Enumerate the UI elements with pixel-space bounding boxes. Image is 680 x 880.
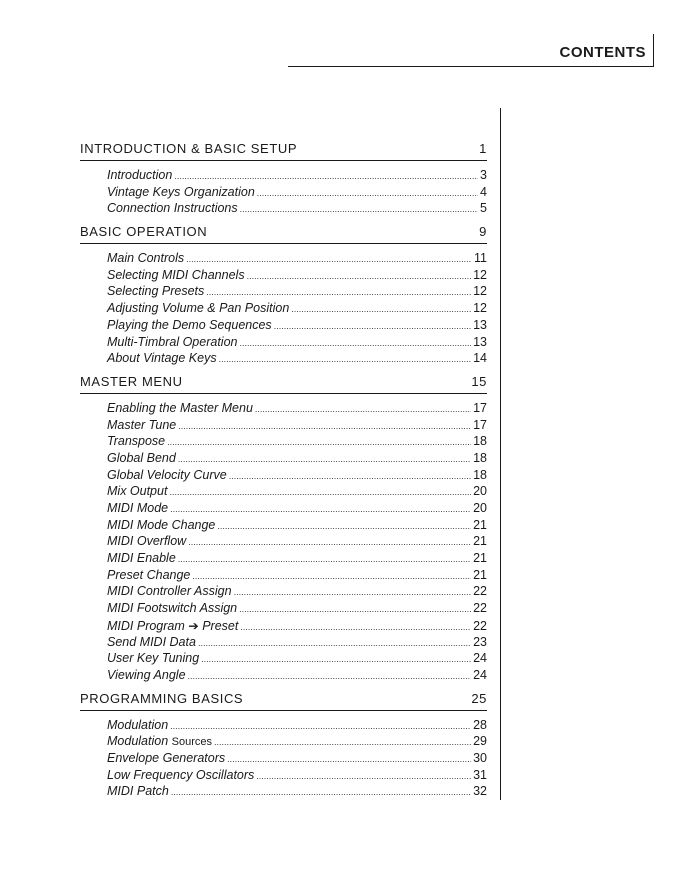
toc-entry[interactable] <box>107 768 487 785</box>
entry-title <box>107 651 199 665</box>
entry-page-number: 18 <box>473 467 487 482</box>
dot-leader <box>291 304 471 314</box>
entry-page-number: 24 <box>473 651 487 666</box>
entry-title-text: MIDI Patch <box>107 784 169 799</box>
toc-entry[interactable] <box>107 635 487 652</box>
entry-title <box>107 784 169 798</box>
header-rule-divider <box>288 66 654 67</box>
entry-title-text: Vintage Keys Organization <box>107 184 255 199</box>
toc-entry[interactable] <box>107 651 487 668</box>
page-title: CONTENTS <box>559 44 646 61</box>
entry-page-number: 3 <box>480 168 487 182</box>
section-heading[interactable] <box>80 371 487 394</box>
toc-entry[interactable] <box>107 601 487 618</box>
section-heading[interactable] <box>80 221 487 244</box>
dot-leader <box>217 521 471 531</box>
toc-entry[interactable] <box>107 751 487 768</box>
entry-title-text: Playing the Demo Sequences <box>107 317 272 332</box>
toc-entry[interactable] <box>107 434 487 451</box>
toc-entry[interactable] <box>107 568 487 585</box>
entry-title <box>107 185 255 199</box>
entry-title-text: Mix Output <box>107 484 168 499</box>
entry-page-number: 28 <box>473 717 487 732</box>
entry-page-number: 18 <box>473 450 487 465</box>
entry-title <box>107 551 176 565</box>
dot-leader <box>257 188 478 198</box>
toc-entry[interactable] <box>107 468 487 485</box>
toc-entry[interactable] <box>107 185 487 202</box>
section-page-number: 9 <box>479 224 487 240</box>
section-title: BASIC OPERATION <box>80 224 208 240</box>
entry-title-text: User Key Tuning <box>107 651 200 666</box>
entry-title <box>107 768 254 782</box>
entry-page-number: 18 <box>473 434 487 449</box>
dot-leader <box>239 604 471 614</box>
entry-title-text: Modulation <box>107 717 169 732</box>
entry-title-text: Multi-Timbral Operation <box>107 334 238 349</box>
entry-page-number: 30 <box>473 750 487 765</box>
entry-page-number: 23 <box>473 634 487 649</box>
entry-title <box>107 434 165 448</box>
entry-title-text: MIDI Mode Change <box>107 517 216 532</box>
dot-leader <box>171 787 471 797</box>
entry-title-text: Envelope Generators <box>107 750 226 765</box>
entry-title-text: MIDI Overflow <box>107 534 187 549</box>
entry-page-number: 20 <box>473 484 487 499</box>
entry-page-number: 31 <box>473 767 487 782</box>
entry-page-number: 13 <box>473 317 487 332</box>
entry-page-number: 14 <box>473 351 487 366</box>
toc-entry[interactable] <box>107 784 487 801</box>
dot-leader <box>247 271 472 281</box>
section-title: INTRODUCTION & BASIC SETUP <box>80 141 298 156</box>
entry-title-text: Low Frequency Oscillators <box>107 767 255 782</box>
entry-title-text: MIDI Program ➔ Preset <box>107 618 239 633</box>
dot-leader <box>178 554 471 564</box>
entry-page-number: 22 <box>473 601 487 616</box>
dot-leader <box>170 504 471 514</box>
entry-page-number: 12 <box>473 301 487 316</box>
entry-page-number: 22 <box>473 584 487 599</box>
entry-title <box>107 468 227 482</box>
toc-section <box>80 221 487 368</box>
toc-section <box>80 688 487 801</box>
entry-page-number: 21 <box>473 517 487 532</box>
toc-entry[interactable] <box>107 668 487 685</box>
toc-entry[interactable] <box>107 351 487 368</box>
entry-title-text: About Vintage Keys <box>107 351 217 366</box>
entry-title-suffix: Sources <box>171 736 212 749</box>
entry-title-text: Master Tune <box>107 417 177 432</box>
dot-leader <box>219 354 472 364</box>
entry-title-text: Main Controls <box>107 251 185 266</box>
dot-leader <box>240 622 471 632</box>
entry-title-text: Viewing Angle <box>107 667 186 682</box>
section-heading[interactable] <box>80 688 487 711</box>
entry-title-text: Introduction <box>107 168 173 182</box>
entry-title <box>107 284 204 298</box>
toc-section <box>80 371 487 685</box>
entry-title <box>107 351 217 365</box>
entry-page-number: 29 <box>473 734 487 749</box>
entry-title <box>107 668 186 682</box>
entry-title <box>107 301 289 315</box>
dot-leader <box>206 287 471 297</box>
toc-entry[interactable] <box>107 551 487 568</box>
section-heading[interactable] <box>80 138 487 161</box>
entry-page-number: 21 <box>473 551 487 566</box>
entry-title <box>107 751 225 765</box>
entry-page-number: 17 <box>473 417 487 432</box>
entry-page-number: 13 <box>473 334 487 349</box>
entry-title <box>107 418 176 432</box>
toc-entry[interactable] <box>107 168 487 185</box>
section-page-number: 25 <box>471 690 487 706</box>
section-page-number: 1 <box>479 141 487 156</box>
toc-entry[interactable] <box>107 734 487 751</box>
entry-title <box>107 268 245 282</box>
toc-entry[interactable] <box>107 268 487 285</box>
entry-title <box>107 501 168 515</box>
entry-title <box>107 534 186 548</box>
toc-entry[interactable] <box>107 484 487 501</box>
entry-title-text: Send MIDI Data <box>107 634 196 649</box>
table-of-contents <box>80 138 487 804</box>
dot-leader <box>214 737 471 747</box>
entry-title <box>107 635 196 649</box>
dot-leader <box>255 404 471 414</box>
entry-page-number: 22 <box>473 618 487 633</box>
dot-leader <box>240 204 478 214</box>
entry-title-text: Global Bend <box>107 450 176 465</box>
entry-title <box>107 318 272 332</box>
dot-leader <box>192 571 471 581</box>
dot-leader <box>167 437 471 447</box>
entry-title <box>107 251 184 265</box>
entry-title-text: MIDI Enable <box>107 551 176 566</box>
entry-page-number: 11 <box>474 251 487 266</box>
entry-page-number: 12 <box>473 284 487 299</box>
dot-leader <box>198 638 471 648</box>
section-title: PROGRAMMING BASICS <box>80 690 244 706</box>
entry-title <box>107 201 238 215</box>
entry-title-text: Transpose <box>107 434 166 449</box>
toc-entry[interactable] <box>107 401 487 418</box>
toc-section <box>80 138 487 218</box>
entry-title <box>107 451 176 465</box>
entry-page-number: 20 <box>473 501 487 515</box>
entry-title <box>107 168 172 182</box>
entry-title <box>107 568 190 582</box>
entry-title <box>107 401 253 415</box>
entry-title <box>107 718 168 732</box>
entry-title-text: Adjusting Volume & Pan Position <box>107 301 290 316</box>
dot-leader <box>201 654 471 664</box>
dot-leader <box>178 454 471 464</box>
toc-entry[interactable] <box>107 335 487 352</box>
entry-page-number: 5 <box>480 201 487 216</box>
entry-title <box>107 335 237 349</box>
side-rule-divider <box>500 108 501 800</box>
entry-page-number: 24 <box>473 667 487 682</box>
dot-leader <box>170 721 471 731</box>
entry-title-text: Preset Change <box>107 567 191 582</box>
toc-entry[interactable] <box>107 451 487 468</box>
dot-leader <box>186 254 472 264</box>
entry-title <box>107 734 212 748</box>
dot-leader <box>239 338 471 348</box>
entry-title-text: MIDI Controller Assign <box>107 584 232 599</box>
toc-entry[interactable] <box>107 501 487 518</box>
entry-page-number: 4 <box>480 184 487 199</box>
entry-title-text: Enabling the Master Menu <box>107 400 253 415</box>
dot-leader <box>234 587 472 597</box>
header-tick-divider <box>653 34 654 67</box>
entry-title <box>107 601 237 615</box>
section-page-number: 15 <box>471 373 487 389</box>
dot-leader <box>169 487 471 497</box>
entry-title <box>107 484 167 498</box>
entry-title <box>107 518 215 532</box>
toc-entry[interactable] <box>107 718 487 735</box>
dot-leader <box>178 421 471 431</box>
toc-entry[interactable] <box>107 418 487 435</box>
dot-leader <box>188 537 471 547</box>
toc-entry[interactable] <box>107 518 487 535</box>
toc-entry[interactable] <box>107 251 487 268</box>
entry-page-number: 17 <box>473 400 487 415</box>
entry-title-text: Selecting MIDI Channels <box>107 267 245 282</box>
toc-entry[interactable] <box>107 584 487 601</box>
toc-entry[interactable] <box>107 618 487 635</box>
dot-leader <box>274 321 471 331</box>
entry-title <box>107 584 232 598</box>
entry-page-number: 12 <box>473 267 487 282</box>
toc-entry[interactable] <box>107 301 487 318</box>
dot-leader <box>229 471 471 481</box>
dot-leader <box>174 171 478 181</box>
section-title: MASTER MENU <box>80 373 183 389</box>
toc-entry[interactable] <box>107 534 487 551</box>
entry-page-number: 21 <box>473 567 487 582</box>
dot-leader <box>256 771 471 781</box>
entry-title-text: Modulation <box>107 734 169 749</box>
entry-title <box>107 618 238 633</box>
entry-title-text: Connection Instructions <box>107 201 238 216</box>
dot-leader <box>227 754 471 764</box>
toc-entry[interactable] <box>107 201 487 218</box>
entry-title-text: Selecting Presets <box>107 284 205 299</box>
entry-title-text: MIDI Footswitch Assign <box>107 601 238 616</box>
entry-title-text: Global Velocity Curve <box>107 467 227 482</box>
dot-leader <box>188 671 472 681</box>
toc-entry[interactable] <box>107 318 487 335</box>
toc-entry[interactable] <box>107 284 487 301</box>
entry-page-number: 21 <box>473 534 487 549</box>
entry-page-number: 32 <box>473 784 487 799</box>
entry-title-text: MIDI Mode <box>107 501 169 515</box>
